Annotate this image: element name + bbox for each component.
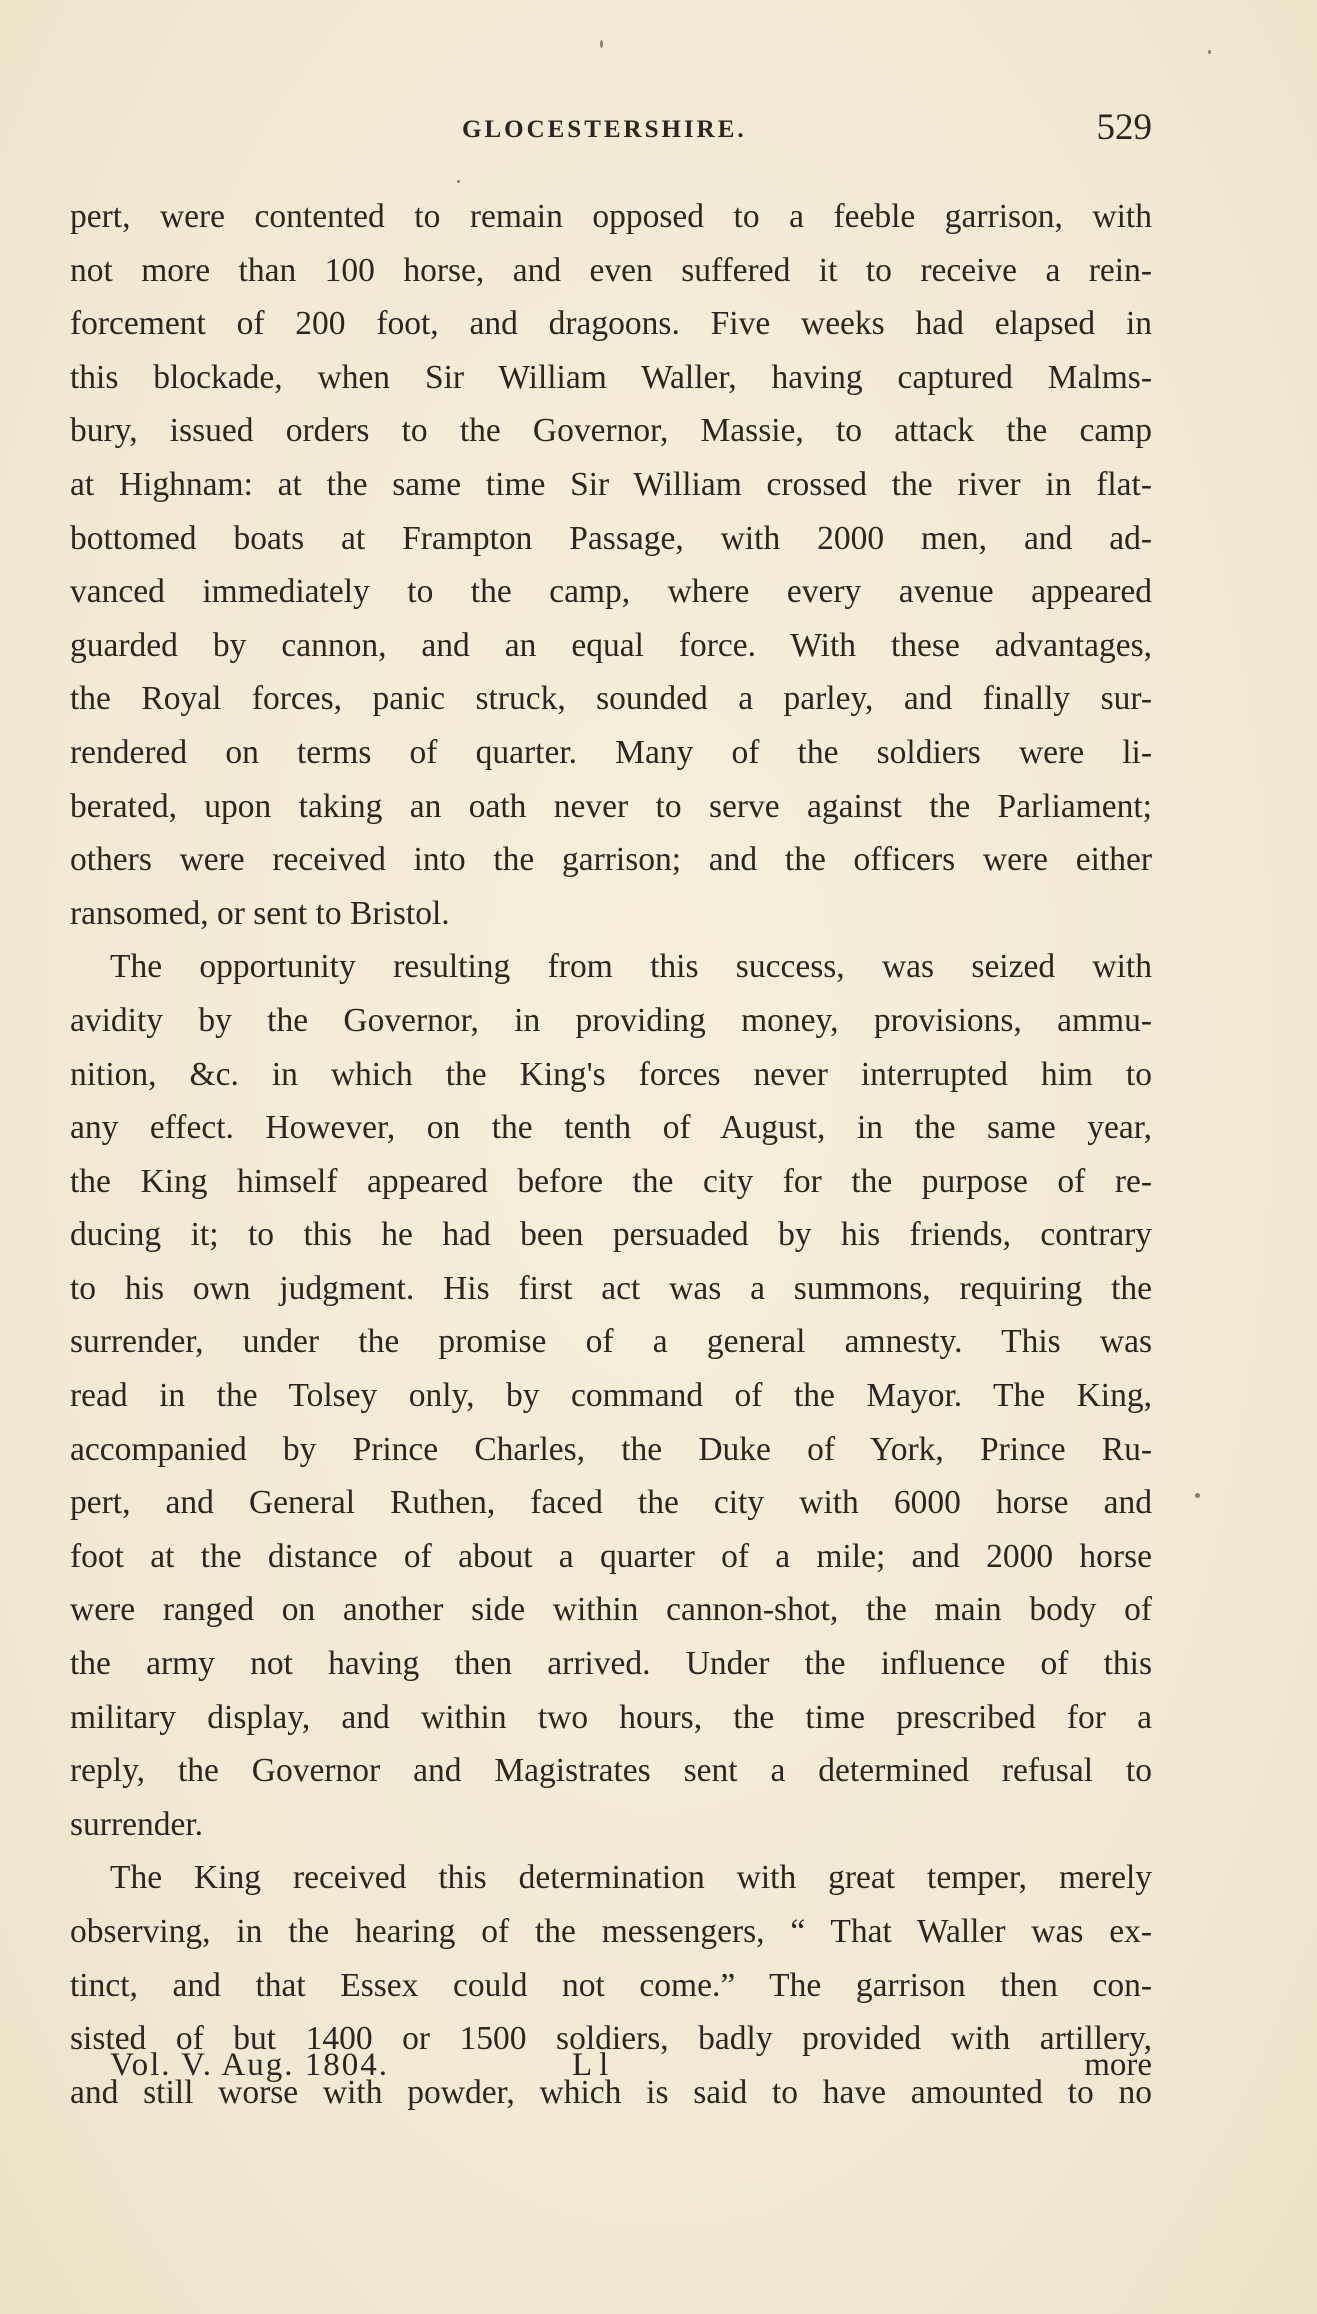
text-line: The King received this determination with great temper, merely	[110, 1859, 1152, 1897]
volume-line: Vol. V. Aug. 1804.	[110, 2047, 389, 2083]
running-head	[70, 107, 1152, 152]
text-line: rendered on terms of quarter. Many of the soldiers were li-	[70, 733, 1152, 771]
text-line: read in the Tolsey only, by command of the Mayor. The King,	[70, 1377, 1152, 1415]
paragraph	[70, 940, 1152, 1851]
page-footer	[110, 2047, 1152, 2097]
text-line: pert, and General Ruthen, faced the city with 6000 horse and	[70, 1484, 1152, 1522]
text-line: reply, the Governor and Magistrates sent a determined refusal to	[70, 1752, 1152, 1790]
text-line: to his own judgment. His first act was a summons, requiring the	[70, 1269, 1152, 1307]
text-line: sisted of but 1400 or 1500 soldiers, badly provided with artillery,	[70, 2020, 1152, 2058]
text-line: ransomed, or sent to Bristol.	[70, 894, 450, 932]
text-line: observing, in the hearing of the messengers, “ That Waller was ex-	[70, 1913, 1152, 1950]
paper-speck	[457, 180, 460, 183]
paragraph	[70, 190, 1152, 940]
catchword: more	[1084, 2047, 1152, 2083]
text-line: surrender, under the promise of a general amnesty. This was	[70, 1323, 1152, 1361]
text-line: the army not having then arrived. Under the influence of this	[70, 1645, 1152, 1683]
text-line: avidity by the Governor, in providing money, provisions, ammu-	[70, 1001, 1152, 1039]
paper-speck	[1208, 50, 1211, 54]
paper-speck	[1195, 1493, 1200, 1498]
text-line: others were received into the garrison; and the officers were either	[70, 841, 1152, 879]
text-line: and still worse with powder, which is said to have amounted to no	[70, 2073, 1152, 2111]
text-line: foot at the distance of about a quarter of a mile; and 2000 horse	[70, 1537, 1152, 1575]
text-line: pert, were contented to remain opposed to a feeble garrison, with	[70, 198, 1152, 235]
text-line: surrender.	[70, 1805, 204, 1843]
page-number: 529	[1096, 107, 1152, 148]
text-line: tinct, and that Essex could not come.” The garrison then con-	[70, 1966, 1152, 2004]
text-line: were ranged on another side within cannon-shot, the main body of	[70, 1591, 1152, 1629]
text-line: vanced immediately to the camp, where every avenue appeared	[70, 573, 1152, 611]
text-line: bury, issued orders to the Governor, Massie, to attack the camp	[70, 412, 1152, 450]
text-line: the King himself appeared before the city for the purpose of re-	[70, 1162, 1152, 1200]
signature-mark: L l	[572, 2047, 609, 2083]
paper-speck	[600, 40, 603, 48]
text-line: nition, &c. in which the King's forces never interrupted him to	[70, 1055, 1152, 1093]
text-line: any effect. However, on the tenth of August, in the same year,	[70, 1109, 1152, 1147]
text-line: the Royal forces, panic struck, sounded a parley, and finally sur-	[70, 680, 1152, 718]
text-line: guarded by cannon, and an equal force. With these advantages,	[70, 626, 1152, 664]
text-line: berated, upon taking an oath never to serve against the Parliament;	[70, 787, 1152, 825]
text-line: ducing it; to this he had been persuaded by his friends, contrary	[70, 1216, 1152, 1254]
text-line: The opportunity resulting from this success, was seized with	[110, 948, 1152, 986]
text-line: forcement of 200 foot, and dragoons. Five weeks had elapsed in	[70, 305, 1152, 343]
running-title: GLOCESTERSHIRE.	[462, 116, 747, 143]
text-line: military display, and within two hours, the time prescribed for a	[70, 1698, 1152, 1736]
text-line: not more than 100 horse, and even suffered it to receive a rein-	[70, 251, 1152, 289]
text-line: bottomed boats at Frampton Passage, with 2000 men, and ad-	[70, 519, 1152, 557]
text-line: this blockade, when Sir William Waller, having captured Malms-	[70, 358, 1152, 396]
body-text	[70, 190, 1152, 2119]
text-line: accompanied by Prince Charles, the Duke of York, Prince Ru-	[70, 1430, 1152, 1468]
text-line: at Highnam: at the same time Sir William crossed the river in flat-	[70, 465, 1152, 503]
